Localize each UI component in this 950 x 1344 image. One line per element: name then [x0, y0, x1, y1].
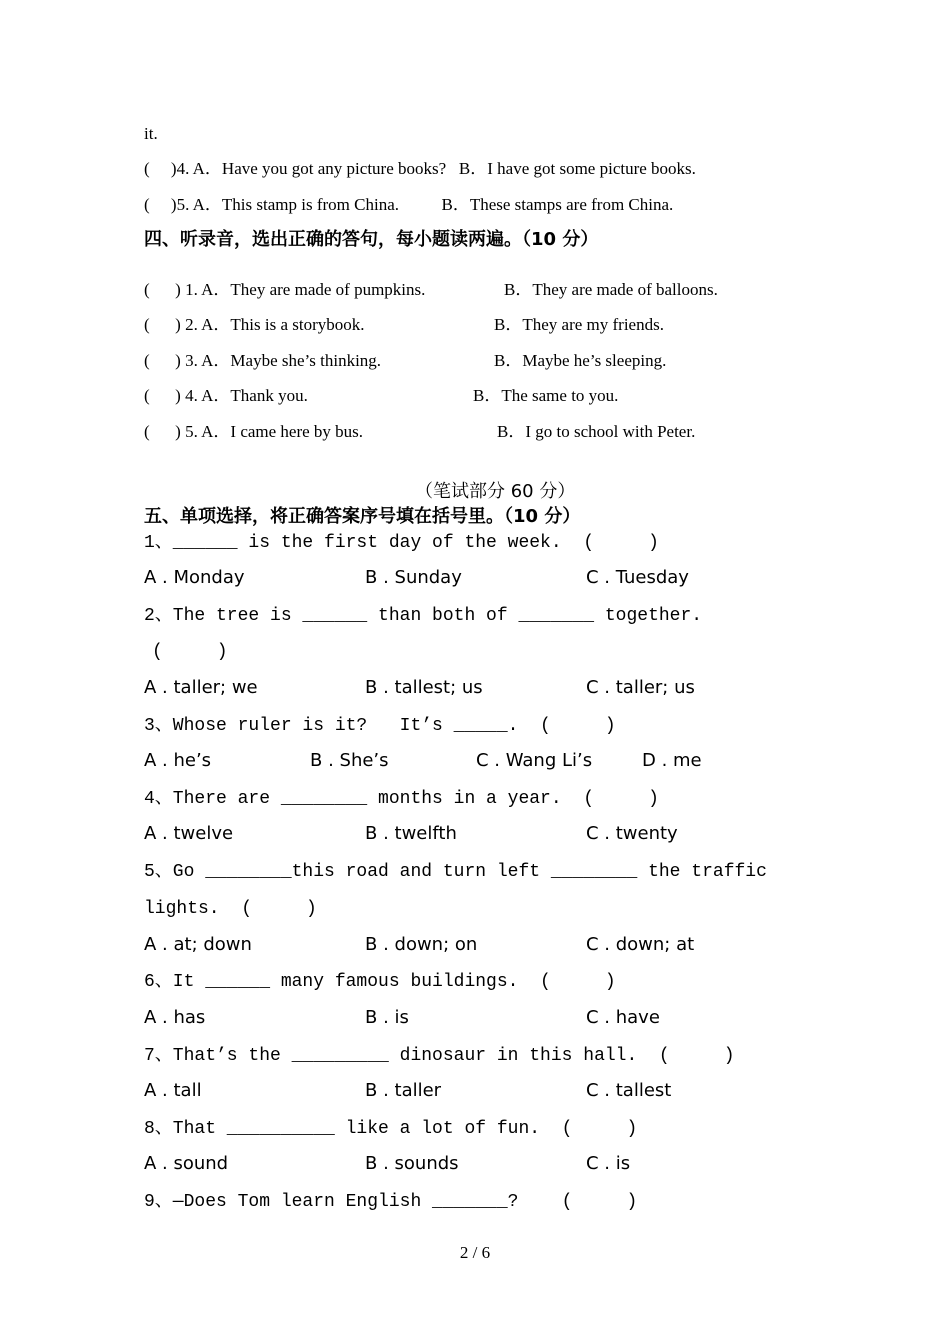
- page-number: 2 / 6: [459, 1243, 491, 1262]
- s4-item-3-left: ( ) 3. A．Maybe she’s thinking.: [144, 351, 382, 370]
- q4-option-c: C . twenty: [586, 823, 678, 844]
- q2-option-b: B . tallest; us: [365, 677, 483, 698]
- written-part-title: （笔试部分 60 分）: [415, 481, 576, 502]
- q5-stem-cont: lights. ( ): [144, 899, 317, 919]
- q6-option-a: A . has: [144, 1007, 206, 1028]
- q5-option-b: B . down; on: [365, 934, 478, 955]
- s4-item-5-left: ( ) 5. A．I came here by bus.: [144, 422, 364, 441]
- q2-stem-cont: ( ): [152, 642, 228, 662]
- q2-stem: 2、The tree is ______ than both of _______ together.: [144, 606, 703, 626]
- continued-text: it.: [144, 124, 158, 143]
- s4-item-2-right: B．They are my friends.: [494, 315, 664, 334]
- s4-item-3-right: B．Maybe he’s sleeping.: [494, 351, 667, 370]
- q1-stem: 1、______ is the first day of the week. ( ): [144, 533, 659, 553]
- q5-stem: 5、Go ________this road and turn left ________ the traffic: [144, 862, 767, 882]
- q4-option-b: B . twelfth: [365, 823, 457, 844]
- q5-option-a: A . at; down: [144, 934, 252, 955]
- section5-title: 五、单项选择，将正确答案序号填在括号里。（10 分）: [144, 506, 581, 527]
- q1-option-a: A . Monday: [144, 567, 245, 588]
- q9-stem: 9、—Does Tom learn English _______? ( ): [144, 1192, 638, 1212]
- q3-option-c: C . Wang Li’s: [476, 750, 593, 771]
- q8-option-c: C . is: [586, 1153, 631, 1174]
- q7-option-b: B . taller: [365, 1080, 442, 1101]
- q4-option-a: A . twelve: [144, 823, 234, 844]
- q6-option-b: B . is: [365, 1007, 409, 1028]
- q3-option-a: A . he’s: [144, 750, 212, 771]
- section4-title: 四、听录音，选出正确的答句，每小题读两遍。（10 分）: [144, 229, 599, 250]
- q1-option-c: C . Tuesday: [586, 567, 689, 588]
- q6-stem: 6、It ______ many famous buildings. ( ): [144, 972, 616, 992]
- listening-item-5: ( )5. A．This stamp is from China. B．These stamps are from China.: [144, 195, 674, 214]
- q7-option-c: C . tallest: [586, 1080, 672, 1101]
- q5-option-c: C . down; at: [586, 934, 695, 955]
- q3-stem: 3、Whose ruler is it? It’s _____. ( ): [144, 716, 616, 736]
- q3-option-d: D . me: [642, 750, 702, 771]
- listening-item-4: ( )4. A．Have you got any picture books? B．I have got some picture books.: [144, 159, 696, 178]
- q8-option-b: B . sounds: [365, 1153, 459, 1174]
- q4-stem: 4、There are ________ months in a year. ( ): [144, 789, 659, 809]
- q8-stem: 8、That __________ like a lot of fun. ( ): [144, 1119, 638, 1139]
- s4-item-4-left: ( ) 4. A．Thank you.: [144, 386, 308, 405]
- q7-option-a: A . tall: [144, 1080, 202, 1101]
- s4-item-1-left: ( ) 1. A．They are made of pumpkins.: [144, 280, 426, 299]
- s4-item-1-right: B．They are made of balloons.: [504, 280, 718, 299]
- s4-item-2-left: ( ) 2. A．This is a storybook.: [144, 315, 365, 334]
- s4-item-5-right: B．I go to school with Peter.: [497, 422, 696, 441]
- q8-option-a: A . sound: [144, 1153, 229, 1174]
- q2-option-a: A . taller; we: [144, 677, 258, 698]
- q7-stem: 7、That’s the _________ dinosaur in this hall. ( ): [144, 1046, 735, 1066]
- q3-option-b: B . She’s: [310, 750, 389, 771]
- q2-option-c: C . taller; us: [586, 677, 695, 698]
- s4-item-4-right: B．The same to you.: [473, 386, 619, 405]
- q6-option-c: C . have: [586, 1007, 660, 1028]
- q1-option-b: B . Sunday: [365, 567, 462, 588]
